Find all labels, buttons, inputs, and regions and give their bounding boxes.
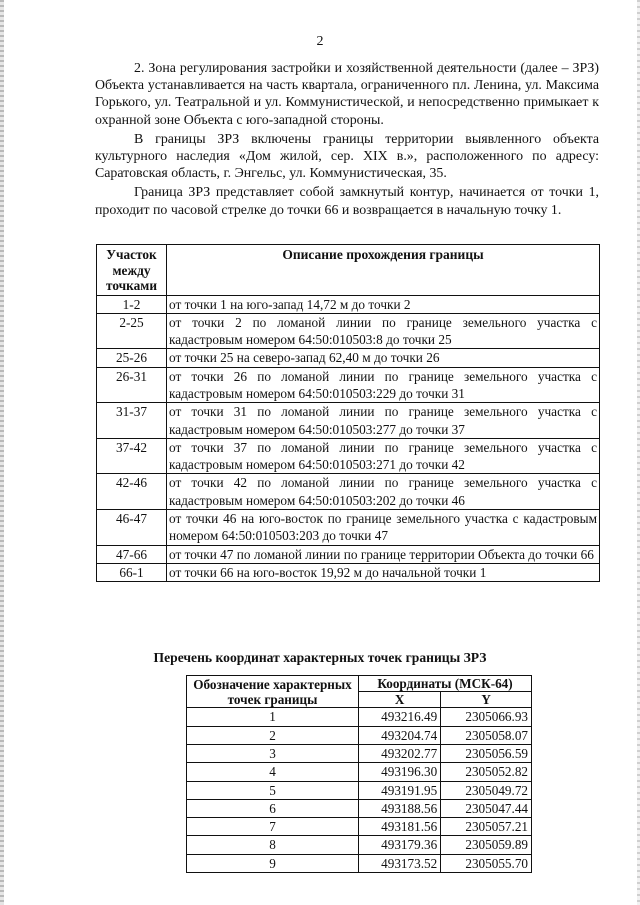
table-row	[97, 545, 600, 563]
boundary-table	[96, 244, 600, 582]
description-cell: от точки 31 по ломаной линии по границе земельного участка с кадастровым номером 64:50:010503:277 до точки 37	[167, 403, 600, 439]
point-cell: 6	[187, 799, 359, 817]
segment-cell: 66-1	[97, 563, 167, 581]
table-row	[97, 438, 600, 474]
y-cell: 2305056.59	[441, 745, 532, 763]
description-cell: от точки 26 по ломаной линии по границе земельного участка с кадастровым номером 64:50:010503:229 до точки 31	[167, 367, 600, 403]
x-cell: 493179.36	[359, 836, 441, 854]
coords-table-title: Перечень координат характерных точек границы ЗРЗ	[153, 650, 487, 665]
paragraph: Граница ЗРЗ представляет собой замкнутый контур, начинается от точки 1, проходит по часовой стрелке до точки 66 и возвращается в начальную точку 1.	[95, 185, 599, 218]
segment-header: Участок между точками	[97, 245, 167, 296]
description-cell: от точки 25 на северо-запад 62,40 м до точки 26	[167, 349, 600, 367]
point-cell: 7	[187, 818, 359, 836]
table-row	[187, 854, 532, 872]
segment-cell: 42-46	[97, 474, 167, 510]
point-name-header: Обозначение характерных точек границы	[187, 676, 359, 708]
table-row	[97, 474, 600, 510]
description-cell: от точки 47 по ломаной линии по границе территории Объекта до точки 66	[167, 545, 600, 563]
coords-table	[186, 675, 532, 873]
description-cell: от точки 37 по ломаной линии по границе земельного участка с кадастровым номером 64:50:010503:271 до точки 42	[167, 438, 600, 474]
page-number: 2	[316, 34, 324, 49]
y-header: Y	[441, 692, 532, 708]
table-row	[187, 818, 532, 836]
segment-cell: 26-31	[97, 367, 167, 403]
table-row	[187, 781, 532, 799]
table-row	[187, 726, 532, 744]
segment-cell: 25-26	[97, 349, 167, 367]
table-row	[187, 763, 532, 781]
x-cell: 493196.30	[359, 763, 441, 781]
x-cell: 493204.74	[359, 726, 441, 744]
table-row	[187, 799, 532, 817]
y-cell: 2305058.07	[441, 726, 532, 744]
x-cell: 493191.95	[359, 781, 441, 799]
scan-edge-left	[0, 0, 4, 905]
segment-cell: 1-2	[97, 295, 167, 313]
y-cell: 2305055.70	[441, 854, 532, 872]
x-header: X	[359, 692, 441, 708]
table-row	[97, 403, 600, 439]
segment-cell: 37-42	[97, 438, 167, 474]
table-header-row	[97, 245, 600, 296]
table-row	[97, 349, 600, 367]
table-row	[97, 510, 600, 546]
table-row	[187, 745, 532, 763]
y-cell: 2305052.82	[441, 763, 532, 781]
paragraph: 2. Зона регулирования застройки и хозяйственной деятельности (далее – ЗРЗ) Объекта устанавливается на часть квартала, ограниченного пл. Ленина, ул. Максима Горького, ул. Театральной и ул. Коммунистической, и непосредственно примыкает к охранной зоне Объекта с юго-западной стороны.	[95, 61, 599, 128]
description-header: Описание прохождения границы	[167, 245, 600, 296]
table-row	[187, 836, 532, 854]
table-row	[97, 295, 600, 313]
x-cell: 493181.56	[359, 818, 441, 836]
y-cell: 2305066.93	[441, 708, 532, 726]
point-cell: 5	[187, 781, 359, 799]
y-cell: 2305049.72	[441, 781, 532, 799]
x-cell: 493202.77	[359, 745, 441, 763]
paragraph: В границы ЗРЗ включены границы территории выявленного объекта культурного наследия «Дом жилой, сер. XIX в.», расположенного по адресу: Саратовская область, г. Энгельс, ул. Коммунистическая, 35.	[95, 131, 599, 182]
table-row	[97, 367, 600, 403]
description-cell: от точки 2 по ломаной линии по границе земельного участка с кадастровым номером 64:50:010503:8 до точки 25	[167, 313, 600, 349]
x-cell: 493188.56	[359, 799, 441, 817]
table-row	[187, 708, 532, 726]
body-text	[95, 60, 599, 221]
table-row	[97, 563, 600, 581]
description-cell: от точки 42 по ломаной линии по границе земельного участка с кадастровым номером 64:50:010503:202 до точки 46	[167, 474, 600, 510]
y-cell: 2305057.21	[441, 818, 532, 836]
segment-cell: 31-37	[97, 403, 167, 439]
description-cell: от точки 66 на юго-восток 19,92 м до начальной точки 1	[167, 563, 600, 581]
coords-header: Координаты (МСК-64)	[359, 676, 532, 692]
point-cell: 4	[187, 763, 359, 781]
segment-cell: 46-47	[97, 510, 167, 546]
point-cell: 1	[187, 708, 359, 726]
point-cell: 9	[187, 854, 359, 872]
segment-cell: 47-66	[97, 545, 167, 563]
y-cell: 2305047.44	[441, 799, 532, 817]
description-cell: от точки 1 на юго-запад 14,72 м до точки 2	[167, 295, 600, 313]
y-cell: 2305059.89	[441, 836, 532, 854]
point-cell: 8	[187, 836, 359, 854]
x-cell: 493173.52	[359, 854, 441, 872]
table-row	[97, 313, 600, 349]
description-cell: от точки 46 на юго-восток по границе земельного участка с кадастровым номером 64:50:010503:203 до точки 47	[167, 510, 600, 546]
point-cell: 3	[187, 745, 359, 763]
x-cell: 493216.49	[359, 708, 441, 726]
table-header-row	[187, 676, 532, 692]
segment-cell: 2-25	[97, 313, 167, 349]
point-cell: 2	[187, 726, 359, 744]
